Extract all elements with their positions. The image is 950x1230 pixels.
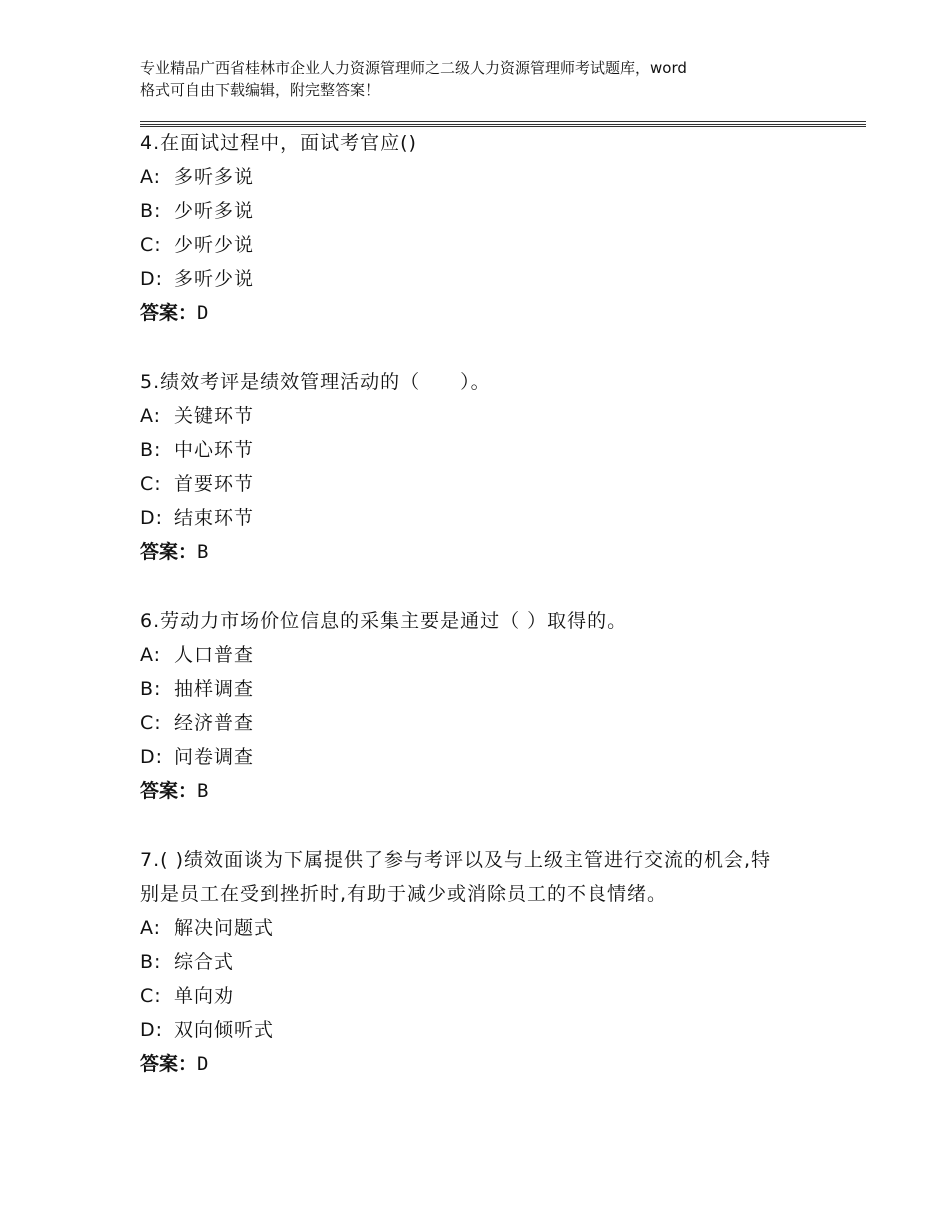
option-d xyxy=(140,740,820,774)
option-d xyxy=(140,262,820,296)
option-key: B: xyxy=(140,951,162,973)
option-key: C: xyxy=(140,985,162,1007)
answer xyxy=(140,296,820,330)
option-text: 经济普查 xyxy=(174,712,255,734)
header-line-1: 专业精品广西省桂林市企业人力资源管理师之二级人力资源管理师考试题库，word xyxy=(140,59,687,77)
option-key: D: xyxy=(140,268,164,290)
option-key: D: xyxy=(140,1019,164,1041)
answer-label: 答案： xyxy=(140,541,198,563)
option-d xyxy=(140,1013,790,1047)
option-text: 单向劝 xyxy=(174,985,235,1007)
option-key: C: xyxy=(140,234,162,256)
option-key: B: xyxy=(140,439,162,461)
option-text: 人口普查 xyxy=(174,644,255,666)
answer-value: D xyxy=(197,302,209,324)
answer-value: D xyxy=(197,1053,209,1075)
answer-value: B xyxy=(197,780,209,802)
header-divider-top xyxy=(140,121,866,125)
option-text: 首要环节 xyxy=(174,473,255,495)
option-c xyxy=(140,979,790,1013)
option-a xyxy=(140,911,790,945)
option-a xyxy=(140,160,820,194)
header-line-2: 格式可自由下载编辑，附完整答案！ xyxy=(140,81,381,99)
option-text: 中心环节 xyxy=(174,439,255,461)
option-c xyxy=(140,706,820,740)
option-text: 问卷调查 xyxy=(174,746,255,768)
option-key: A: xyxy=(140,166,162,188)
option-text: 多听少说 xyxy=(174,268,255,290)
option-text: 综合式 xyxy=(174,951,235,973)
question-7 xyxy=(140,843,790,1081)
option-text: 抽样调查 xyxy=(174,678,255,700)
option-key: C: xyxy=(140,473,162,495)
document-header xyxy=(140,57,830,101)
option-key: D: xyxy=(140,746,164,768)
option-text: 双向倾听式 xyxy=(174,1019,275,1041)
option-key: B: xyxy=(140,678,162,700)
option-text: 解决问题式 xyxy=(174,917,275,939)
answer-label: 答案： xyxy=(140,780,198,802)
option-text: 结束环节 xyxy=(174,507,255,529)
answer xyxy=(140,1047,790,1081)
option-d xyxy=(140,501,820,535)
option-text: 少听多说 xyxy=(174,200,255,222)
option-text: 少听少说 xyxy=(174,234,255,256)
option-key: C: xyxy=(140,712,162,734)
option-a xyxy=(140,638,820,672)
option-text: 关键环节 xyxy=(174,405,255,427)
option-b xyxy=(140,194,820,228)
option-b xyxy=(140,433,820,467)
option-a xyxy=(140,399,820,433)
question-stem: 5.绩效考评是绩效管理活动的（ ）。 xyxy=(140,371,491,393)
option-b xyxy=(140,945,790,979)
option-b xyxy=(140,672,820,706)
question-6 xyxy=(140,604,820,808)
answer-label: 答案： xyxy=(140,1053,198,1075)
option-c xyxy=(140,467,820,501)
option-text: 多听多说 xyxy=(174,166,255,188)
question-stem: 7.( )绩效面谈为下属提供了参与考评以及与上级主管进行交流的机会,特别是员工在受到挫折时,有助于减少或消除员工的不良情绪。 xyxy=(140,849,772,905)
option-key: A: xyxy=(140,917,162,939)
answer xyxy=(140,535,820,569)
answer xyxy=(140,774,820,808)
option-key: D: xyxy=(140,507,164,529)
question-4 xyxy=(140,126,820,330)
question-5 xyxy=(140,365,820,569)
question-stem: 6.劳动力市场价位信息的采集主要是通过（ ）取得的。 xyxy=(140,610,628,632)
option-key: A: xyxy=(140,644,162,666)
question-stem: 4.在面试过程中，面试考官应() xyxy=(140,132,417,154)
answer-value: B xyxy=(197,541,209,563)
option-key: A: xyxy=(140,405,162,427)
option-c xyxy=(140,228,820,262)
answer-label: 答案： xyxy=(140,302,198,324)
option-key: B: xyxy=(140,200,162,222)
